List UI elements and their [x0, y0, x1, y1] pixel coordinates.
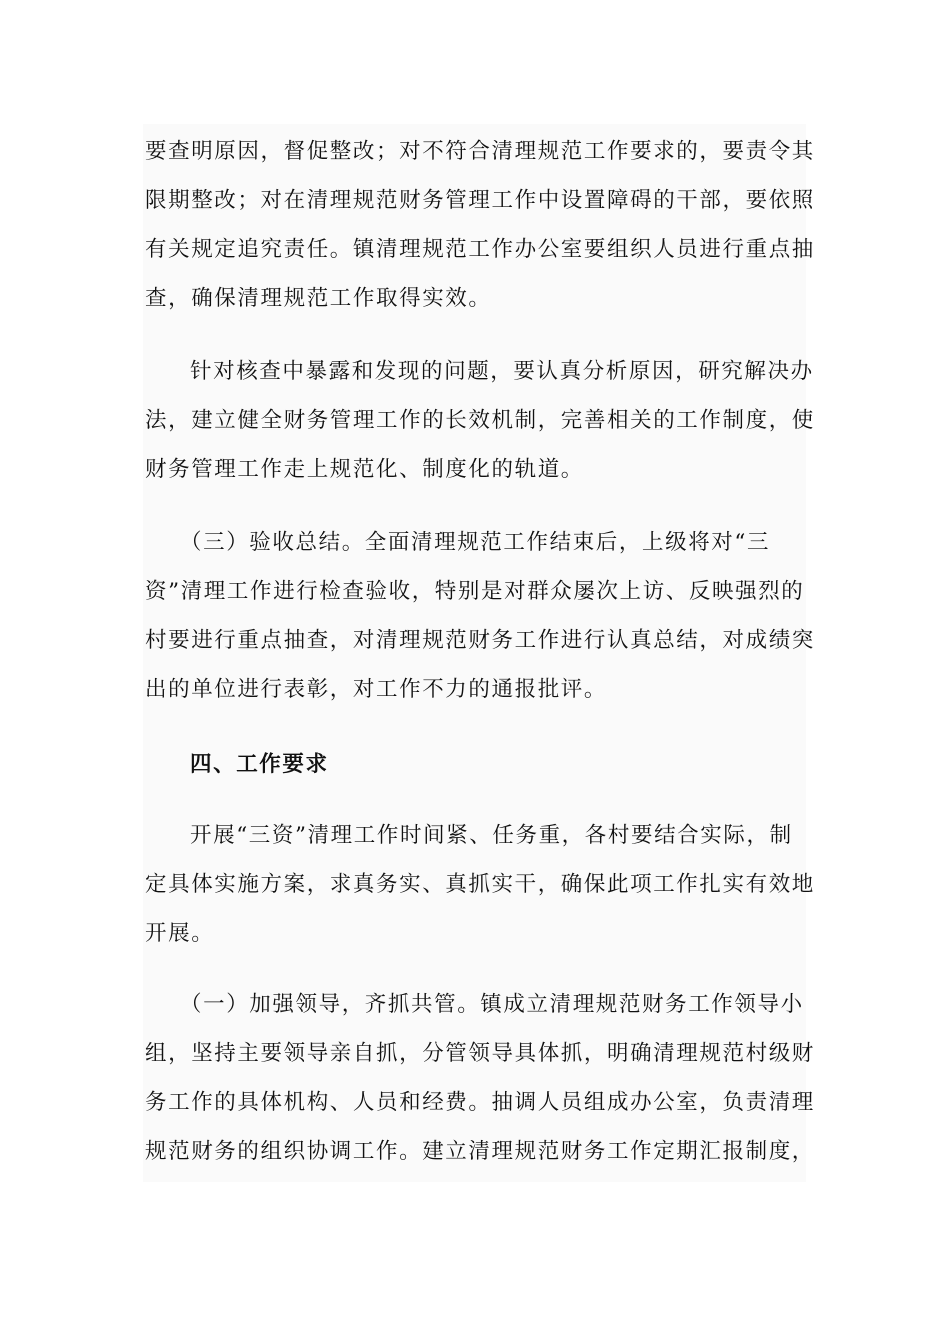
- paragraph-line: （三）验收总结。全面清理规范工作结束后，上级将对“三: [180, 530, 771, 555]
- paragraph-line: 限期整改；对在清理规范财务管理工作中设置障碍的干部，要依照: [145, 188, 815, 213]
- paragraph-line: 村要进行重点抽查，对清理规范财务工作进行认真总结，对成绩突: [145, 628, 815, 653]
- paragraph-line: 规范财务的组织协调工作。建立清理规范财务工作定期汇报制度，: [145, 1139, 815, 1164]
- paragraph-line: 查，确保清理规范工作取得实效。: [145, 286, 492, 311]
- paragraph-line: 出的单位进行表彰，对工作不力的通报批评。: [145, 677, 608, 702]
- document-body: [143, 124, 815, 1182]
- paragraph-line: 法，建立健全财务管理工作的长效机制，完善相关的工作制度，使: [145, 408, 815, 433]
- paragraph-line: 资”清理工作进行检查验收，特别是对群众屡次上访、反映强烈的: [145, 579, 805, 604]
- paragraph-line: （一）加强领导，齐抓共管。镇成立清理规范财务工作领导小: [180, 992, 804, 1017]
- paragraph-line: 要查明原因，督促整改；对不符合清理规范工作要求的，要责令其: [145, 139, 815, 164]
- paragraph-line: 财务管理工作走上规范化、制度化的轨道。: [145, 457, 584, 482]
- section-heading-text: 四、工作要求: [190, 752, 329, 777]
- paragraph-line: 务工作的具体机构、人员和经费。抽调人员组成办公室，负责清理: [145, 1090, 815, 1115]
- paragraph-line: 组，坚持主要领导亲自抓，分管领导具体抓，明确清理规范村级财: [145, 1041, 815, 1066]
- paragraph-line: 针对核查中暴露和发现的问题，要认真分析原因，研究解决办: [190, 359, 814, 384]
- paragraph-line: 开展。: [145, 921, 215, 946]
- paragraph-line: 定具体实施方案，求真务实、真抓实干，确保此项工作扎实有效地: [145, 872, 815, 897]
- paragraph-line: 有关规定追究责任。镇清理规范工作办公室要组织人员进行重点抽: [145, 237, 815, 262]
- paragraph-line: 开展“三资”清理工作时间紧、任务重，各村要结合实际，制: [190, 823, 793, 848]
